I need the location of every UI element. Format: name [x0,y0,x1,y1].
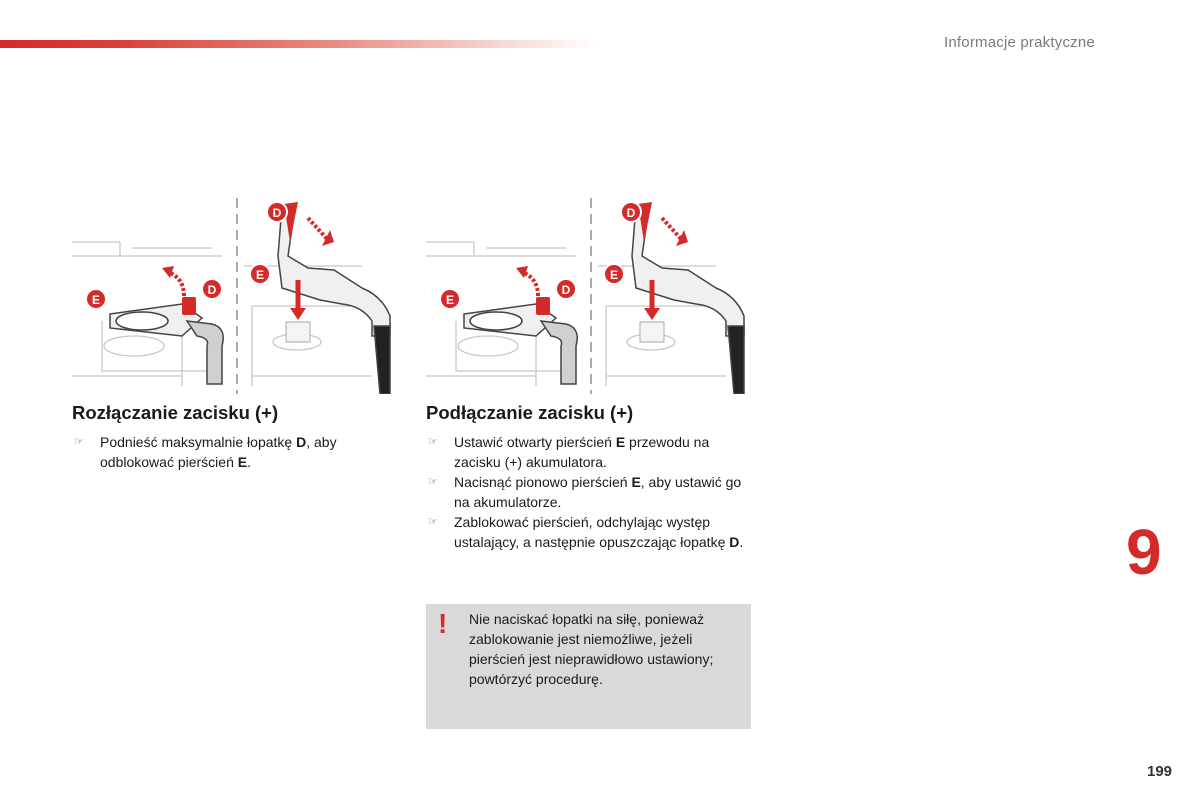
lever-d-red [182,297,196,315]
hand-pointer-icon: ☞ [428,435,438,448]
svg-text:E: E [91,293,101,307]
chapter-number: 9 [1126,516,1162,588]
list-item: ☞ Zablokować pierścień, odchylając występ ustalający, a następnie opuszczając łopatkę D. [428,514,744,550]
callout-d-right [267,202,287,222]
warning-box [426,604,751,729]
callout-e-right [604,264,624,284]
connect-diagram [426,196,750,394]
callout-e-left [86,289,106,309]
disconnect-diagram [72,196,396,394]
callout-d-left [202,279,222,299]
list-item: ☞ Podnieść maksymalnie łopatkę D, aby odblokować pierścień E. [74,434,337,470]
hand-pointer-icon: ☞ [74,435,84,448]
list-item: ☞ Nacisnąć pionowo pierścień E, aby ustawić go na akumulatorze. [428,474,742,510]
warning-text: Nie naciskać łopatki na siłę, ponieważ zablokowanie jest niemożliwe, jeżeli pierścień jest nieprawidłowo ustawiony; powtórzyć procedurę. [469,611,714,687]
svg-text:D: D [561,283,571,297]
connect-illustration [426,196,750,394]
svg-text:D: D [207,283,217,297]
callout-e-right [250,264,270,284]
hand-pointer-icon: ☞ [428,515,438,528]
hand-pointer-icon: ☞ [428,475,438,488]
svg-text:D: D [272,206,282,220]
callout-d-right [621,202,641,222]
disconnect-illustration [72,196,396,394]
callout-e-left [440,289,460,309]
warning-icon: ! [438,608,448,639]
svg-text:D: D [626,206,636,220]
connect-heading: Podłączanie zacisku (+) [426,402,634,423]
top-accent-bar [0,40,600,48]
section-title: Informacje praktyczne [944,34,1095,51]
svg-text:E: E [445,293,455,307]
list-item: ☞ Ustawić otwarty pierścień E przewodu na zacisku (+) akumulatora. [428,434,710,470]
callout-d-left [556,279,576,299]
disconnect-heading: Rozłączanie zacisku (+) [72,402,279,423]
svg-text:E: E [255,268,265,282]
connect-steps [426,432,756,552]
disconnect-steps [72,432,382,472]
svg-text:E: E [609,268,619,282]
page-number: 199 [1147,763,1173,780]
